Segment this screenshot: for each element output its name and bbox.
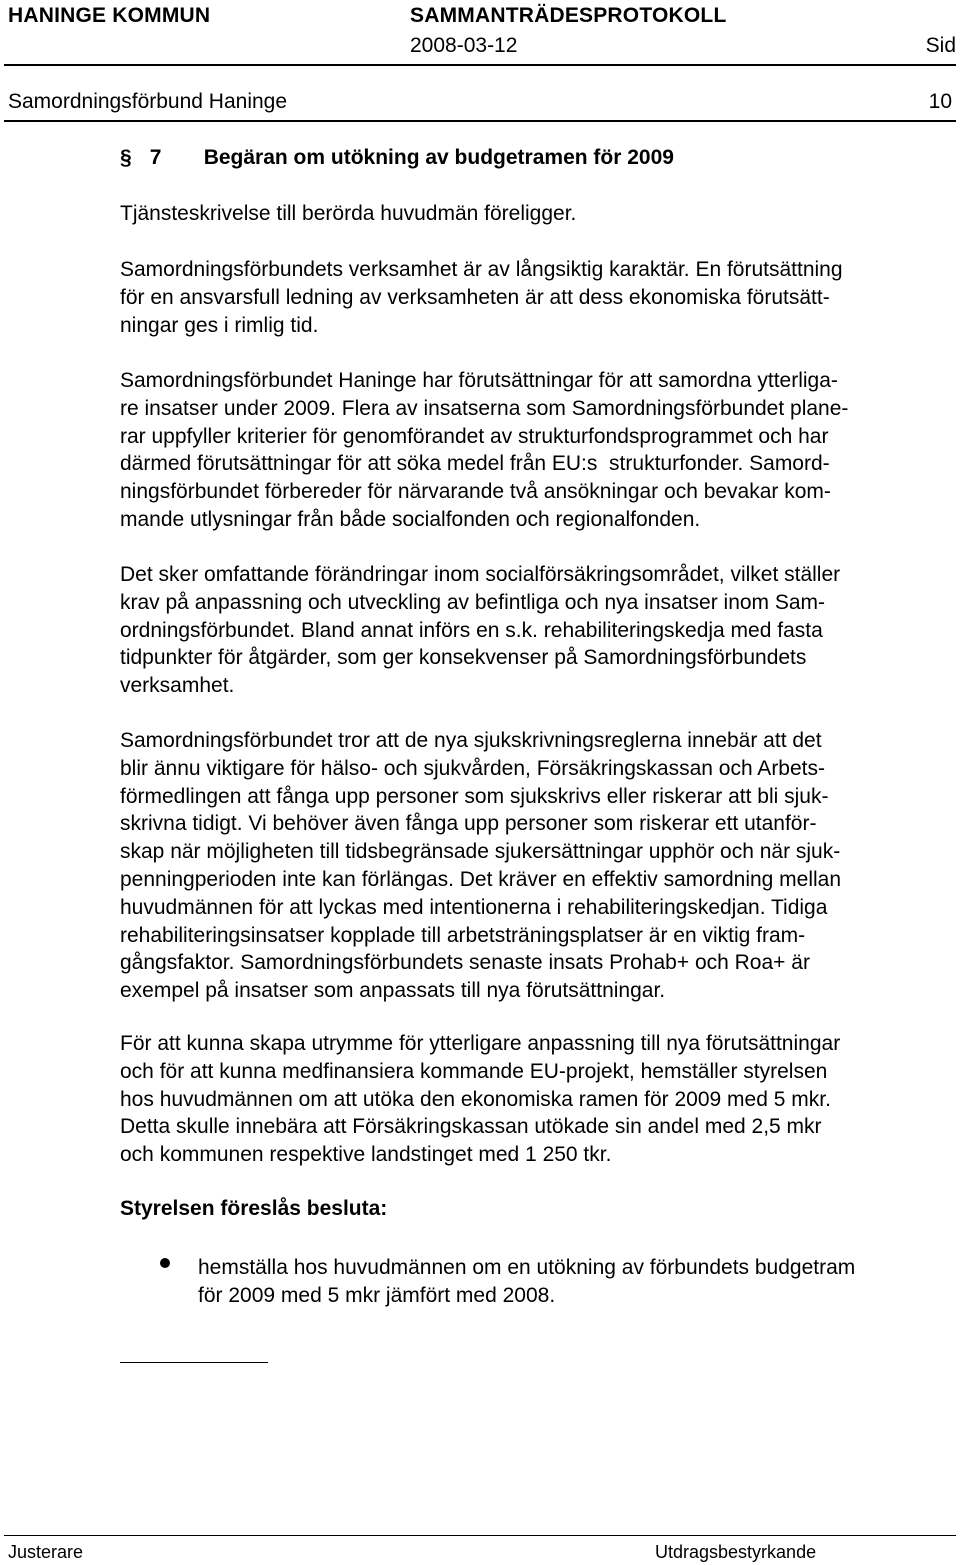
- text-line: För att kunna skapa utrymme för ytterligare anpassning till nya förutsättningar: [120, 1032, 841, 1055]
- footer-utdragsbestyrkande: Utdragsbestyrkande: [655, 1542, 817, 1562]
- section-heading: [120, 146, 674, 170]
- text-line: Detta skulle innebära att Försäkringskassan utökade sin andel med 2,5 mkr: [120, 1115, 822, 1139]
- text-line: hemställa hos huvudmännen om en utökning av förbundets budgetram: [198, 1256, 856, 1279]
- subheader-rule: [4, 120, 956, 122]
- page-label: Sid: [925, 34, 956, 57]
- text-line: krav på anpassning och utveckling av befintliga och nya insatser inom Sam-: [120, 590, 826, 614]
- bullet-icon: [160, 1258, 170, 1268]
- proposal-heading: Styrelsen föreslås besluta:: [120, 1197, 388, 1220]
- paragraph-6: [120, 1030, 956, 1169]
- proposal-item: [198, 1254, 855, 1310]
- text-line: och kommunen respektive landstinget med 1 250 tkr.: [120, 1143, 612, 1167]
- header-rule: [4, 64, 956, 66]
- paragraph-5: [120, 727, 956, 1005]
- section-title: Begäran om utökning av budgetramen för 2009: [203, 146, 674, 169]
- separator-line: [120, 1362, 268, 1363]
- meeting-date: 2008-03-12: [410, 34, 518, 57]
- text-line: skap när möjligheten till tidsbegränsade sjukersättningar upphör och när sjuk-: [120, 840, 841, 864]
- footer-rule: [4, 1535, 956, 1536]
- text-line: därmed förutsättningar för att söka medel från EU:s strukturfonder. Samord-: [120, 452, 830, 476]
- paragraph-2: [120, 256, 956, 339]
- text-line: förmedlingen att fånga upp personer som sjukskrivs eller riskerar att bli sjuk-: [120, 784, 829, 808]
- text-line: re insatser under 2009. Flera av insatserna som Samordningsförbundet plane-: [120, 396, 849, 420]
- text-line: Det sker omfattande förändringar inom socialförsäkringsområdet, vilket ställer: [120, 563, 841, 586]
- document-type: SAMMANTRÄDESPROTOKOLL: [410, 4, 727, 27]
- text-line: Tjänsteskrivelse till berörda huvudmän föreligger.: [120, 202, 577, 225]
- text-line: verksamhet.: [120, 674, 235, 698]
- text-line: för 2009 med 5 mkr jämfört med 2008.: [198, 1283, 556, 1307]
- text-line: penningperioden inte kan förlängas. Det kräver en effektiv samordning mellan: [120, 867, 842, 891]
- text-line: huvudmännen för att lyckas med intentionerna i rehabiliteringskedjan. Tidiga: [120, 895, 828, 919]
- page-number: 10: [928, 90, 952, 113]
- text-line: för en ansvarsfull ledning av verksamheten är att dess ekonomiska förutsätt-: [120, 285, 830, 309]
- text-line: mande utlysningar från både socialfonden och regionalfonden.: [120, 507, 701, 531]
- section-sign: §: [120, 146, 132, 169]
- text-line: Samordningsförbundet tror att de nya sjukskrivningsreglerna innebär att det: [120, 729, 822, 752]
- text-line: ningsförbundet förbereder för närvarande två ansökningar och bevakar kom-: [120, 480, 831, 504]
- organization-name: HANINGE KOMMUN: [8, 4, 211, 27]
- paragraph-1: [120, 200, 956, 228]
- text-line: rehabiliteringsinsatser kopplade till arbetsträningsplatser är en viktig fram-: [120, 923, 806, 947]
- paragraph-4: [120, 561, 956, 700]
- text-line: Samordningsförbundet Haninge har förutsättningar för att samordna ytterliga-: [120, 369, 838, 392]
- text-line: Samordningsförbundets verksamhet är av långsiktig karaktär. En förutsättning: [120, 258, 843, 281]
- text-line: skrivna tidigt. Vi behöver även fånga upp personer som riskerar ett utanför-: [120, 812, 817, 836]
- text-line: exempel på insatser som anpassats till nya förutsättningar.: [120, 979, 666, 1003]
- text-line: tidpunkter för åtgärder, som ger konsekvenser på Samordningsförbundets: [120, 646, 807, 670]
- text-line: hos huvudmännen om att utöka den ekonomiska ramen för 2009 med 5 mkr.: [120, 1087, 831, 1111]
- text-line: ordningsförbundet. Bland annat införs en s.k. rehabiliteringskedja med fasta: [120, 618, 823, 642]
- text-line: blir ännu viktigare för hälso- och sjukvården, Försäkringskassan och Arbets-: [120, 756, 825, 780]
- text-line: rar uppfyller kriterier för genomförandet av strukturfondsprogrammet och har: [120, 424, 829, 448]
- text-line: ningar ges i rimlig tid.: [120, 313, 319, 337]
- paragraph-3: [120, 367, 956, 534]
- text-line: gångsfaktor. Samordningsförbundets senaste insats Prohab+ och Roa+ är: [120, 951, 810, 975]
- text-line: och för att kunna medfinansiera kommande EU-projekt, hemställer styrelsen: [120, 1059, 828, 1083]
- section-number: 7: [149, 146, 162, 169]
- body-name: Samordningsförbund Haninge: [8, 90, 288, 113]
- footer-justerare: Justerare: [8, 1542, 84, 1562]
